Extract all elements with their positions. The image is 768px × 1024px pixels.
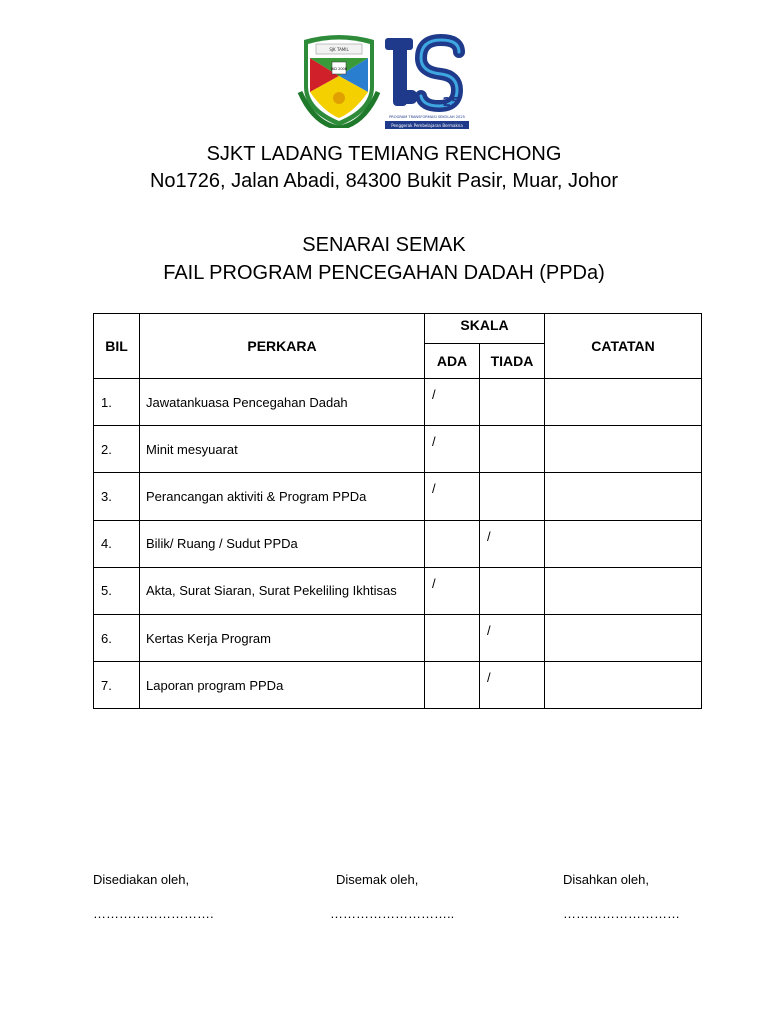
svg-text:SJK TAMIL: SJK TAMIL [329, 47, 349, 52]
row-tiada-mark [480, 473, 545, 520]
row-ada-mark [425, 520, 480, 567]
approved-by-label: Disahkan oleh, [563, 872, 649, 887]
table-row [94, 473, 702, 520]
approved-by-signature-line: ……………………… [563, 906, 680, 921]
svg-text:Penggerak Pembelajaran Bermakn: Penggerak Pembelajaran Bermakna [391, 123, 463, 128]
row-catatan [545, 614, 702, 661]
logo-bar [0, 32, 768, 132]
row-number: 6. [94, 614, 140, 661]
row-ada-mark: / [425, 426, 480, 473]
row-item: Kertas Kerja Program [140, 614, 425, 661]
row-tiada-mark [480, 426, 545, 473]
row-number: 2. [94, 426, 140, 473]
row-item: Akta, Surat Siaran, Surat Pekeliling Ikhtisas [140, 567, 425, 614]
prepared-by-signature-line: ………………………. [93, 906, 214, 921]
svg-text:PROGRAM TRANSFORMASI SEKOLAH 2: PROGRAM TRANSFORMASI SEKOLAH 2025 [389, 115, 465, 119]
ts25-logo [381, 34, 473, 132]
table-row [94, 567, 702, 614]
row-ada-mark: / [425, 567, 480, 614]
document-title: SENARAI SEMAK [302, 234, 466, 256]
row-number: 3. [94, 473, 140, 520]
row-catatan [545, 473, 702, 520]
checked-by-signature-line: ……………………….. [330, 906, 455, 921]
header-catatan: CATATAN [545, 314, 702, 379]
row-number: 1. [94, 379, 140, 426]
row-ada-mark [425, 662, 480, 709]
header-perkara: PERKARA [140, 314, 425, 379]
header-bil: BIL [94, 314, 140, 379]
school-name: SJKT LADANG TEMIANG RENCHONG [206, 143, 562, 165]
row-catatan [545, 520, 702, 567]
checked-by-label: Disemak oleh, [336, 872, 419, 887]
header-tiada: TIADA [480, 344, 545, 379]
table-row [94, 379, 702, 426]
row-ada-mark: / [425, 473, 480, 520]
checklist-table [93, 313, 702, 709]
row-tiada-mark [480, 379, 545, 426]
row-item: Jawatankuasa Pencegahan Dadah [140, 379, 425, 426]
row-catatan [545, 662, 702, 709]
prepared-by-label: Disediakan oleh, [93, 872, 190, 887]
school-crest-logo [294, 32, 384, 128]
row-catatan [545, 379, 702, 426]
svg-text:25: 25 [442, 95, 460, 109]
table-row [94, 426, 702, 473]
table-row [94, 662, 702, 709]
row-number: 4. [94, 520, 140, 567]
row-item: Laporan program PPDa [140, 662, 425, 709]
header-ada: ADA [425, 344, 480, 379]
row-catatan [545, 567, 702, 614]
row-ada-mark: / [425, 379, 480, 426]
row-tiada-mark: / [480, 520, 545, 567]
row-number: 7. [94, 662, 140, 709]
header-skala: SKALA [425, 314, 545, 344]
table-row [94, 614, 702, 661]
row-tiada-mark [480, 567, 545, 614]
row-tiada-mark: / [480, 614, 545, 661]
row-item: Minit mesyuarat [140, 426, 425, 473]
svg-text:JKD 2008: JKD 2008 [330, 67, 348, 71]
row-ada-mark [425, 614, 480, 661]
document-subtitle: FAIL PROGRAM PENCEGAHAN DADAH (PPDa) [163, 262, 605, 284]
row-tiada-mark: / [480, 662, 545, 709]
school-address: No1726, Jalan Abadi, 84300 Bukit Pasir, Muar, Johor [149, 170, 619, 192]
row-catatan [545, 426, 702, 473]
row-item: Bilik/ Ruang / Sudut PPDa [140, 520, 425, 567]
row-number: 5. [94, 567, 140, 614]
row-item: Perancangan aktiviti & Program PPDa [140, 473, 425, 520]
table-row [94, 520, 702, 567]
